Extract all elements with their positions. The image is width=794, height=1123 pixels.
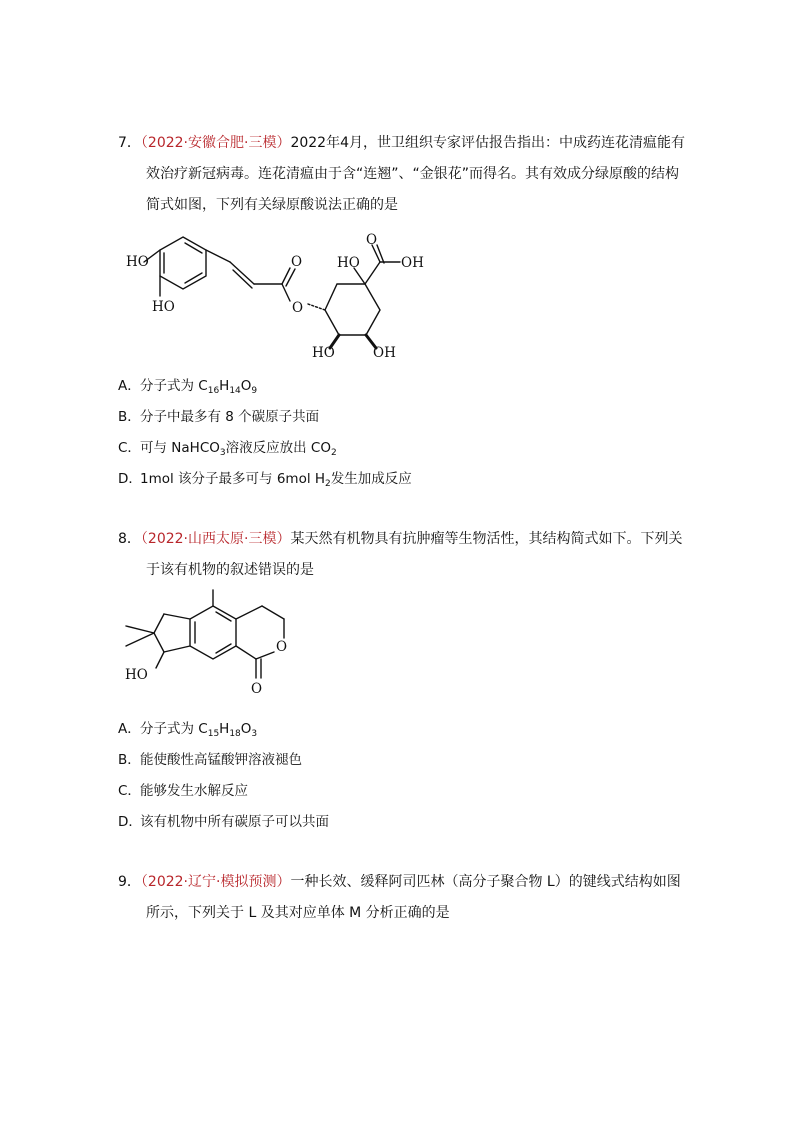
question-8-source: （2022·山西太原·三模） — [140, 531, 291, 547]
q8-option-c: C．能够发生水解反应 — [118, 783, 248, 799]
structure-label: OH — [373, 345, 396, 361]
structure-label: HO — [312, 345, 335, 361]
chlorogenic-acid-structure — [118, 222, 438, 367]
question-7 — [118, 128, 685, 221]
question-7-stem-line-1: 7．（2022·安徽合肥·三模）2022年4月，世卫组织专家评估报告指出：中成药连花清瘟能有 — [118, 135, 685, 151]
structure-label: OH — [401, 255, 424, 271]
q7-option-d: D．1mol 该分子最多可与 6mol $H_2$发生加成反应 — [118, 471, 412, 489]
structure-label: O — [292, 300, 304, 316]
question-9-source: （2022·辽宁·模拟预测） — [140, 874, 291, 890]
question-8 — [118, 524, 683, 586]
question-7-stem-line-2: 效治疗新冠病毒。连花清瘟由于含“连翘”、“金银花”而得名。其有效成分绿原酸的结构 — [146, 166, 680, 182]
structure-label: O — [366, 232, 378, 248]
structure-label: HO — [125, 667, 148, 683]
question-8-stem-line-1: 8．（2022·山西太原·三模）某天然有机物具有抗肿瘤等生物活性，其结构简式如下。下列关 — [118, 531, 683, 547]
q7-option-b: B．分子中最多有 8 个碳原子共面 — [118, 409, 320, 425]
q8-option-b: B．能使酸性高锰酸钾溶液褪色 — [118, 752, 302, 768]
q8-option-d: D．该有机物中所有碳原子可以共面 — [118, 814, 329, 830]
q7-option-a: A．分子式为 $C_{16}H_{14}O_9$ — [118, 378, 258, 396]
natural-product-structure — [118, 588, 308, 698]
structure-label: O — [276, 639, 288, 655]
q7-option-c: C．可与 NaHCO$_3$溶液反应放出 $CO_2$ — [118, 440, 337, 458]
structure-label: O — [251, 681, 263, 697]
question-7-stem-line-3: 简式如图，下列有关绿原酸说法正确的是 — [146, 197, 398, 213]
question-9 — [118, 867, 681, 929]
q8-option-a: A．分子式为 $C_{15}H_{18}O_3$ — [118, 721, 258, 739]
question-9-stem-line-1: 9．（2022·辽宁·模拟预测）一种长效、缓释阿司匹林（高分子聚合物 L）的键线式结构如图 — [118, 874, 681, 890]
question-9-stem-line-2: 所示，下列关于 L 及其对应单体 M 分析正确的是 — [146, 905, 450, 921]
question-8-stem-line-2: 于该有机物的叙述错误的是 — [146, 562, 314, 578]
structure-label: HO — [126, 254, 149, 270]
question-7-source: （2022·安徽合肥·三模） — [140, 135, 291, 151]
structure-label: HO — [152, 299, 175, 315]
structure-label: O — [291, 254, 303, 270]
structure-label: HO — [337, 255, 360, 271]
